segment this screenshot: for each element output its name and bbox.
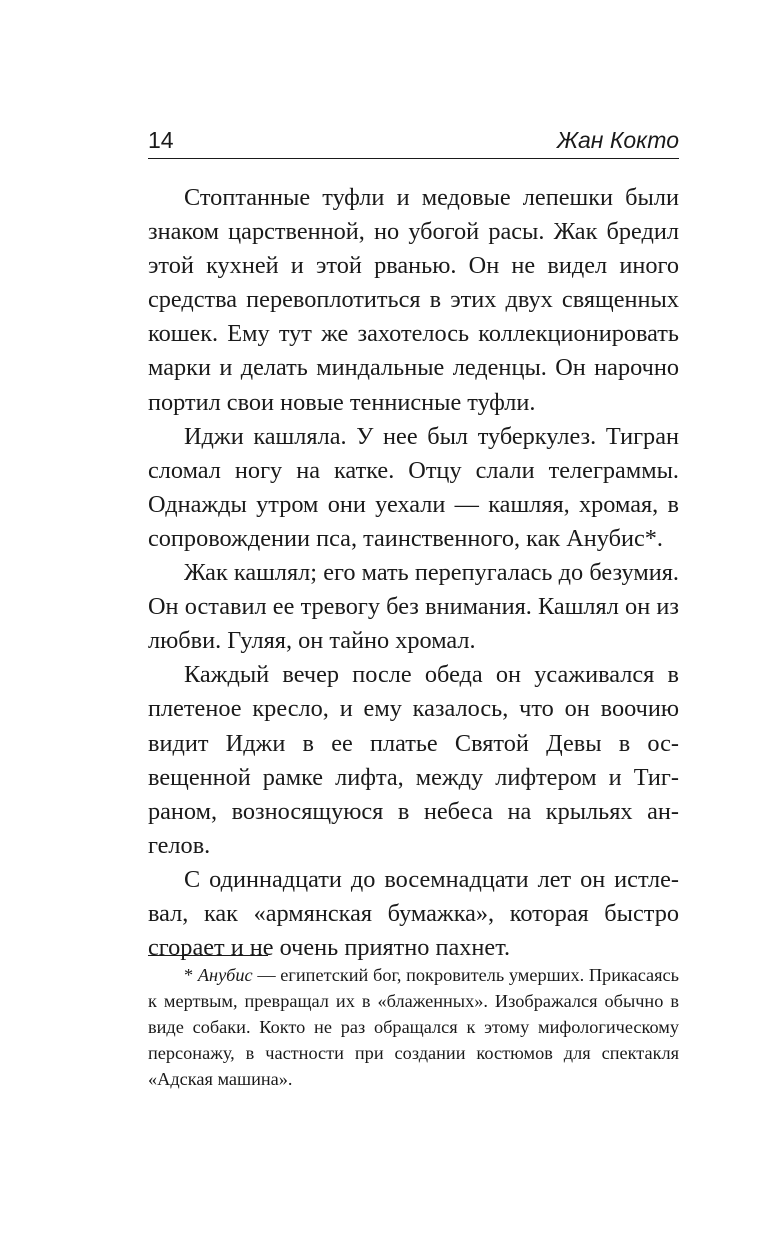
paragraph-2: Иджи кашляла. У нее был туберкулез. Тигран сломал ногу на катке. Отцу слали телеграммы. Однажды утром они уехали — кашляя, хромая, в сопровождении пса, таинственного, как Анубис*. [148, 422, 679, 552]
paragraph-5: С одиннадцати до восемнадцати лет он истлевал, как «армянская бумажка», которая быстро сгорает и не очень приятно пахнет. [148, 865, 679, 962]
book-page [148, 0, 679, 1241]
footnote [148, 962, 679, 1092]
paragraph-4: Каждый вечер после обеда он усаживался в плетеное кресло, и ему казалось, что он воочию видит Иджи в ее платье Святой Девы в освещенной рамке лифта, между лифтером и Тиграном, возносящуюся в небеса на крыльях ангелов. [148, 661, 679, 859]
running-head [148, 124, 679, 159]
paragraph-3: Жак кашлял; его мать перепугалась до безумия. Он оставил ее тревогу без внимания. Кашлял он из любви. Гуляя, он тайно хромал. [148, 559, 679, 655]
page-number: 14 [148, 127, 174, 153]
footnote-divider [148, 955, 268, 956]
body-text [148, 181, 679, 965]
footnote-text: — египетский бог, покровитель умерших. Прикасаясь к мертвым, превращал их в «блаженных». Изображался обычно в виде собаки. Кокто не раз обращался к этому мифологическому персонажу, в частности при создании костюмов для спектакля «Адская машина». [148, 965, 680, 1089]
footnote-marker: * [184, 965, 198, 985]
paragraph-1: Стоптанные туфли и медовые лепешки были знаком царственной, но убогой расы. Жак бредил этой кухней и этой рванью. Он не видел иного средства перевоплотиться в этих двух священных кошек. Ему тут же захотелось коллекционировать марки и делать миндальные леденцы. Он нарочно портил свои новые теннисные туфли. [148, 184, 679, 416]
footnote-term: Анубис [197, 965, 253, 985]
author-name: Жан Кокто [556, 127, 679, 153]
